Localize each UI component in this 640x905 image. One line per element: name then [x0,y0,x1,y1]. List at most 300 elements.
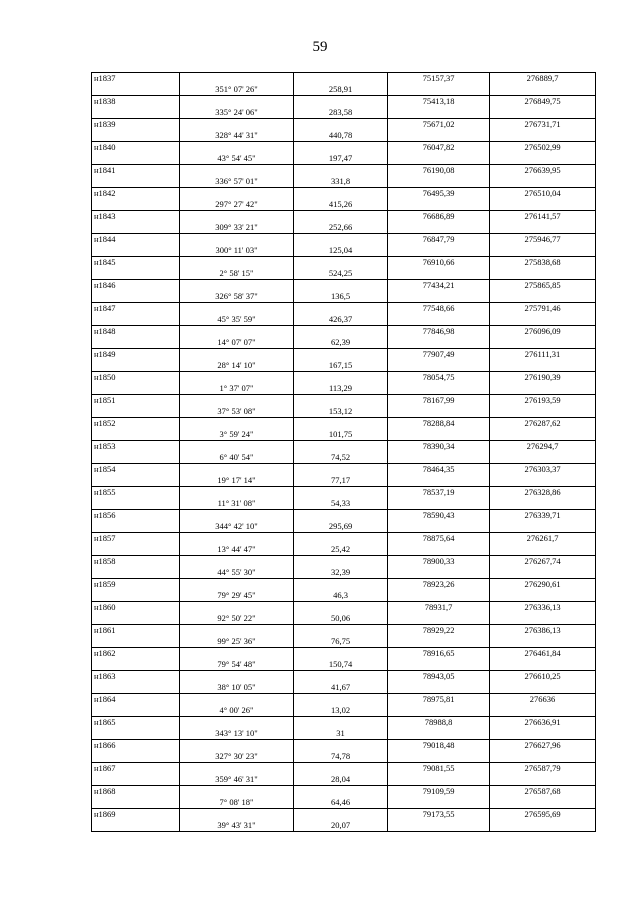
point-name: н1852 [92,418,180,430]
empty-cell [92,590,180,602]
segment-row [92,429,596,441]
point-row [92,510,596,522]
empty-cell [388,406,490,418]
segment-row [92,383,596,395]
segment-distance: 13,02 [294,705,388,717]
point-name: н1854 [92,464,180,476]
empty-cell [294,763,388,775]
coord-x: 78875,64 [388,533,490,545]
empty-cell [388,774,490,786]
empty-cell [180,303,294,315]
point-row [92,418,596,430]
empty-cell [180,763,294,775]
empty-cell [388,429,490,441]
empty-cell [180,533,294,545]
segment-distance: 295,69 [294,521,388,533]
point-row [92,625,596,637]
segment-distance: 331,8 [294,176,388,188]
segment-row [92,705,596,717]
empty-cell [388,84,490,96]
empty-cell [92,176,180,188]
direction-angle: 1° 37' 07" [180,383,294,395]
point-name: н1868 [92,786,180,798]
point-name: н1843 [92,211,180,223]
point-row [92,257,596,269]
segment-row [92,613,596,625]
coord-y: 276636 [490,694,596,706]
direction-angle: 92° 50' 22" [180,613,294,625]
point-row [92,372,596,384]
empty-cell [92,337,180,349]
coord-x: 78167,99 [388,395,490,407]
empty-cell [388,337,490,349]
point-name: н1845 [92,257,180,269]
empty-cell [294,142,388,154]
empty-cell [294,326,388,338]
empty-cell [388,613,490,625]
segment-distance: 77,17 [294,475,388,487]
empty-cell [490,659,596,671]
empty-cell [294,648,388,660]
empty-cell [92,291,180,303]
empty-cell [388,728,490,740]
empty-cell [92,383,180,395]
empty-cell [92,360,180,372]
point-name: н1848 [92,326,180,338]
empty-cell [92,705,180,717]
segment-row [92,590,596,602]
empty-cell [180,694,294,706]
coord-x: 76190,08 [388,165,490,177]
point-name: н1840 [92,142,180,154]
empty-cell [92,521,180,533]
empty-cell [490,544,596,556]
coord-y: 276849,75 [490,96,596,108]
empty-cell [490,360,596,372]
direction-angle: 351° 07' 26" [180,84,294,96]
coord-y: 275791,46 [490,303,596,315]
point-row [92,809,596,821]
empty-cell [388,521,490,533]
coord-x: 76495,39 [388,188,490,200]
empty-cell [294,349,388,361]
segment-distance: 32,39 [294,567,388,579]
coord-y: 276261,7 [490,533,596,545]
point-row [92,142,596,154]
coord-x: 78537,19 [388,487,490,499]
empty-cell [490,406,596,418]
direction-angle: 19° 17' 14" [180,475,294,487]
segment-distance: 415,26 [294,199,388,211]
empty-cell [490,705,596,717]
point-row [92,73,596,85]
direction-angle: 344° 42' 10" [180,521,294,533]
point-name: н1865 [92,717,180,729]
empty-cell [388,153,490,165]
direction-angle: 28° 14' 10" [180,360,294,372]
point-row [92,326,596,338]
empty-cell [92,774,180,786]
coord-y: 276190,39 [490,372,596,384]
empty-cell [294,602,388,614]
direction-angle: 359° 46' 31" [180,774,294,786]
coord-y: 275865,85 [490,280,596,292]
empty-cell [490,820,596,832]
coord-x: 75671,02 [388,119,490,131]
coord-y: 275946,77 [490,234,596,246]
segment-row [92,521,596,533]
segment-distance: 41,67 [294,682,388,694]
empty-cell [490,498,596,510]
direction-angle: 6° 40' 54" [180,452,294,464]
empty-cell [294,556,388,568]
empty-cell [180,96,294,108]
empty-cell [490,199,596,211]
direction-angle: 38° 10' 05" [180,682,294,694]
empty-cell [180,579,294,591]
coord-x: 79173,55 [388,809,490,821]
segment-distance: 25,42 [294,544,388,556]
point-name: н1864 [92,694,180,706]
empty-cell [92,429,180,441]
empty-cell [294,188,388,200]
empty-cell [388,314,490,326]
empty-cell [490,475,596,487]
coord-x: 77434,21 [388,280,490,292]
empty-cell [388,360,490,372]
segment-row [92,728,596,740]
empty-cell [92,613,180,625]
empty-cell [388,130,490,142]
empty-cell [294,809,388,821]
segment-distance: 76,75 [294,636,388,648]
empty-cell [294,786,388,798]
coord-x: 78975,81 [388,694,490,706]
segment-row [92,659,596,671]
segment-row [92,84,596,96]
direction-angle: 79° 29' 45" [180,590,294,602]
empty-cell [294,694,388,706]
empty-cell [294,234,388,246]
point-row [92,211,596,223]
empty-cell [180,717,294,729]
empty-cell [490,590,596,602]
empty-cell [388,590,490,602]
empty-cell [92,820,180,832]
empty-cell [92,153,180,165]
coord-y: 276587,68 [490,786,596,798]
coord-x: 79018,48 [388,740,490,752]
segment-row [92,406,596,418]
empty-cell [490,682,596,694]
empty-cell [180,73,294,85]
empty-cell [92,797,180,809]
segment-distance: 153,12 [294,406,388,418]
segment-distance: 258,91 [294,84,388,96]
empty-cell [180,809,294,821]
empty-cell [180,165,294,177]
segment-distance: 113,29 [294,383,388,395]
coord-x: 79081,55 [388,763,490,775]
empty-cell [92,406,180,418]
point-name: н1862 [92,648,180,660]
coord-y: 276267,74 [490,556,596,568]
coord-y: 276889,7 [490,73,596,85]
empty-cell [92,314,180,326]
direction-angle: 3° 59' 24" [180,429,294,441]
empty-cell [388,705,490,717]
segment-row [92,475,596,487]
point-name: н1859 [92,579,180,591]
coord-y: 275838,68 [490,257,596,269]
empty-cell [388,176,490,188]
empty-cell [490,291,596,303]
empty-cell [180,211,294,223]
empty-cell [92,107,180,119]
coord-y: 276595,69 [490,809,596,821]
coord-y: 276294,7 [490,441,596,453]
empty-cell [388,659,490,671]
segment-distance: 440,78 [294,130,388,142]
empty-cell [490,797,596,809]
point-row [92,441,596,453]
empty-cell [180,602,294,614]
empty-cell [294,740,388,752]
segment-row [92,544,596,556]
empty-cell [294,211,388,223]
empty-cell [490,268,596,280]
coord-y: 276639,95 [490,165,596,177]
coord-y: 276287,62 [490,418,596,430]
empty-cell [388,567,490,579]
empty-cell [180,234,294,246]
segment-distance: 101,75 [294,429,388,441]
direction-angle: 300° 11' 03" [180,245,294,257]
coord-x: 78288,84 [388,418,490,430]
point-row [92,487,596,499]
empty-cell [180,119,294,131]
coord-x: 78943,05 [388,671,490,683]
empty-cell [490,222,596,234]
empty-cell [388,636,490,648]
point-row [92,303,596,315]
segment-distance: 20,07 [294,820,388,832]
empty-cell [490,107,596,119]
empty-cell [92,498,180,510]
empty-cell [388,797,490,809]
coord-x: 75413,18 [388,96,490,108]
point-name: н1838 [92,96,180,108]
segment-distance: 426,37 [294,314,388,326]
point-name: н1861 [92,625,180,637]
segment-distance: 50,06 [294,613,388,625]
segment-distance: 46,3 [294,590,388,602]
point-row [92,96,596,108]
segment-row [92,452,596,464]
empty-cell [490,452,596,464]
segment-row [92,360,596,372]
empty-cell [180,280,294,292]
point-name: н1853 [92,441,180,453]
direction-angle: 343° 13' 10" [180,728,294,740]
empty-cell [490,383,596,395]
segment-distance: 125,04 [294,245,388,257]
segment-row [92,498,596,510]
coord-y: 276510,04 [490,188,596,200]
segment-row [92,199,596,211]
point-name: н1841 [92,165,180,177]
direction-angle: 79° 54' 48" [180,659,294,671]
empty-cell [92,544,180,556]
coord-x: 77907,49 [388,349,490,361]
segment-distance: 150,74 [294,659,388,671]
segment-distance: 136,5 [294,291,388,303]
coord-y: 276627,96 [490,740,596,752]
segment-distance: 74,52 [294,452,388,464]
coord-y: 276193,59 [490,395,596,407]
coord-y: 276587,79 [490,763,596,775]
empty-cell [92,130,180,142]
table-body [92,73,596,832]
empty-cell [180,487,294,499]
empty-cell [388,820,490,832]
empty-cell [92,659,180,671]
empty-cell [490,521,596,533]
segment-distance: 252,66 [294,222,388,234]
empty-cell [388,199,490,211]
coord-x: 76047,82 [388,142,490,154]
direction-angle: 99° 25' 36" [180,636,294,648]
direction-angle: 37° 53' 08" [180,406,294,418]
point-name: н1866 [92,740,180,752]
empty-cell [294,303,388,315]
empty-cell [92,245,180,257]
coord-x: 77548,66 [388,303,490,315]
empty-cell [490,751,596,763]
empty-cell [92,84,180,96]
empty-cell [388,291,490,303]
point-row [92,533,596,545]
coord-y: 276636,91 [490,717,596,729]
segment-row [92,337,596,349]
point-name: н1858 [92,556,180,568]
empty-cell [388,498,490,510]
point-name: н1837 [92,73,180,85]
coord-x: 78464,35 [388,464,490,476]
empty-cell [490,337,596,349]
point-row [92,234,596,246]
empty-cell [294,579,388,591]
segment-distance: 28,04 [294,774,388,786]
coord-x: 78900,33 [388,556,490,568]
page-number: 59 [312,39,328,55]
point-name: н1855 [92,487,180,499]
segment-distance: 64,46 [294,797,388,809]
direction-angle: 336° 57' 01" [180,176,294,188]
segment-distance: 31 [294,728,388,740]
point-row [92,717,596,729]
point-name: н1842 [92,188,180,200]
coord-x: 75157,37 [388,73,490,85]
segment-row [92,153,596,165]
direction-angle: 328° 44' 31" [180,130,294,142]
empty-cell [92,268,180,280]
direction-angle: 11° 31' 08" [180,498,294,510]
point-name: н1850 [92,372,180,384]
point-row [92,556,596,568]
point-name: н1844 [92,234,180,246]
direction-angle: 2° 58' 15" [180,268,294,280]
coord-y: 276339,71 [490,510,596,522]
empty-cell [92,199,180,211]
empty-cell [294,671,388,683]
point-row [92,694,596,706]
direction-angle: 44° 55' 30" [180,567,294,579]
segment-row [92,222,596,234]
point-row [92,188,596,200]
empty-cell [490,728,596,740]
empty-cell [490,636,596,648]
empty-cell [294,257,388,269]
empty-cell [180,556,294,568]
coord-x: 76847,79 [388,234,490,246]
segment-distance: 197,47 [294,153,388,165]
segment-row [92,567,596,579]
segment-row [92,268,596,280]
coord-y: 276111,31 [490,349,596,361]
empty-cell [180,372,294,384]
empty-cell [294,280,388,292]
empty-cell [92,636,180,648]
coord-x: 77846,98 [388,326,490,338]
point-name: н1860 [92,602,180,614]
coord-y: 276386,13 [490,625,596,637]
point-row [92,786,596,798]
point-row [92,671,596,683]
coord-y: 276731,71 [490,119,596,131]
coord-x: 76686,89 [388,211,490,223]
segment-row [92,314,596,326]
empty-cell [294,533,388,545]
direction-angle: 309° 33' 21" [180,222,294,234]
empty-cell [294,441,388,453]
segment-distance: 167,15 [294,360,388,372]
point-row [92,165,596,177]
empty-cell [294,418,388,430]
empty-cell [490,314,596,326]
empty-cell [294,372,388,384]
point-name: н1867 [92,763,180,775]
empty-cell [490,245,596,257]
point-name: н1849 [92,349,180,361]
direction-angle: 297° 27' 42" [180,199,294,211]
empty-cell [180,395,294,407]
point-name: н1847 [92,303,180,315]
segment-distance: 283,58 [294,107,388,119]
empty-cell [490,429,596,441]
segment-row [92,176,596,188]
empty-cell [490,176,596,188]
coord-x: 78590,43 [388,510,490,522]
coord-y: 276328,86 [490,487,596,499]
empty-cell [180,188,294,200]
empty-cell [180,625,294,637]
empty-cell [294,165,388,177]
point-row [92,280,596,292]
point-name: н1839 [92,119,180,131]
coord-y: 276610,25 [490,671,596,683]
segment-distance: 62,39 [294,337,388,349]
